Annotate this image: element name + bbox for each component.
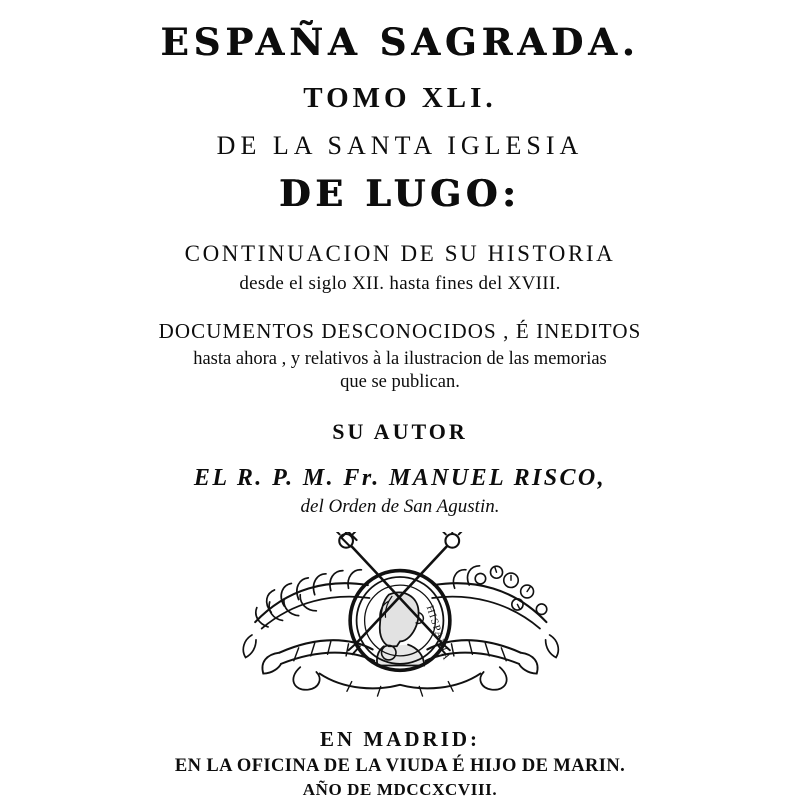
author-heading: SU AUTOR <box>332 419 468 444</box>
author-name: EL R. P. M. Fr. MANUEL RISCO, <box>193 465 607 491</box>
classical-bust-icon <box>377 592 424 665</box>
see-name: DE LUGO: <box>279 173 521 215</box>
documents-line-3: que se publican. <box>340 372 460 392</box>
documents-heading: DOCUMENTOS DESCONOCIDOS , É INEDITOS <box>158 319 642 343</box>
author-order: del Orden de San Agustin. <box>300 496 500 517</box>
medallion-legend: HISPANIA <box>423 604 452 663</box>
page-title: ESPAÑA SAGRADA. <box>160 20 640 64</box>
period-line: desde el siglo XII. hasta fines del XVIII. <box>239 273 561 294</box>
imprint-city: EN MADRID: <box>319 727 481 751</box>
subject-line: DE LA SANTA IGLESIA <box>216 131 584 160</box>
hispania-medallion-emblem <box>190 532 610 717</box>
continuation-line: CONTINUACION DE SU HISTORIA <box>184 241 616 266</box>
documents-line-2: hasta ahora , y relativos à la ilustracion de las memorias <box>193 349 607 369</box>
imprint-printer: EN LA OFICINA DE LA VIUDA É HIJO DE MARIN. <box>174 756 626 776</box>
imprint-year: AÑO DE MDCCXCVIII. <box>302 780 498 799</box>
volume-number: TOMO XLI. <box>303 82 497 114</box>
